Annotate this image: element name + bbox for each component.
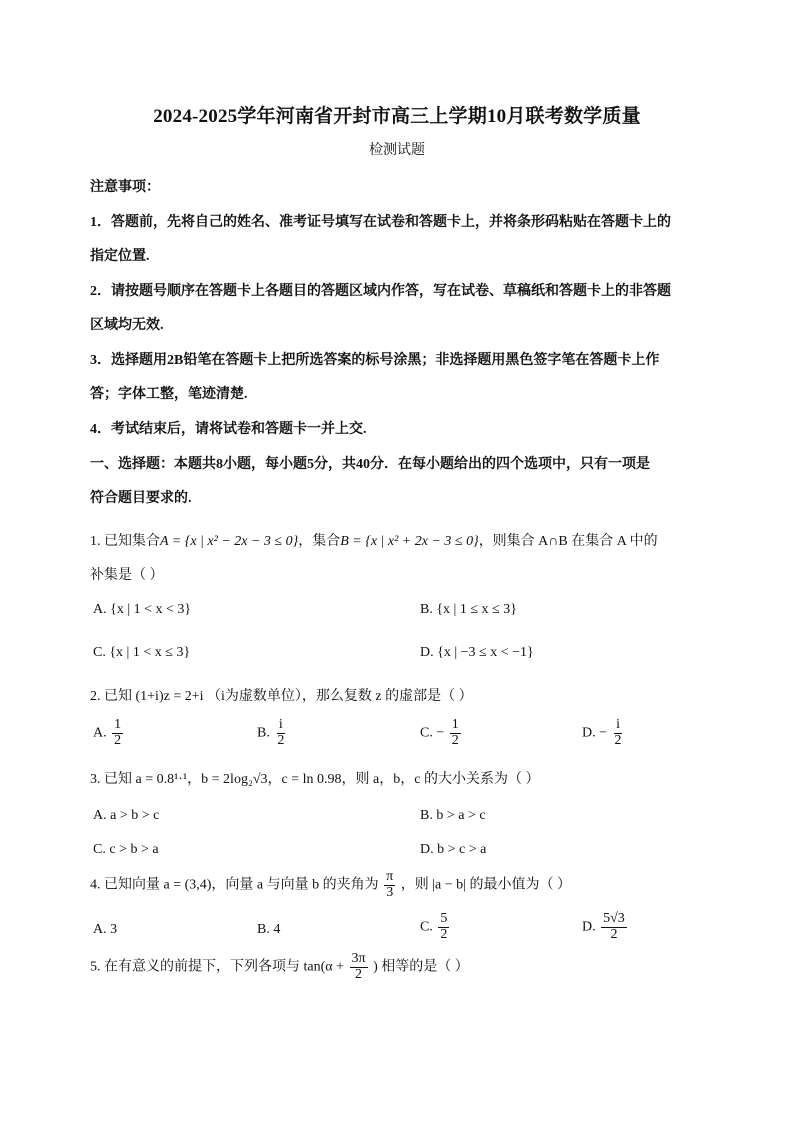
question-4-option-c: [420, 912, 451, 942]
section-1-heading-line-1: 一、选择题：本题共8小题，每小题5分，共40分．在每小题给出的四个选项中，只有一项是: [90, 457, 650, 472]
question-1-option-b: B. {x | 1 ≤ x ≤ 3}: [420, 602, 517, 617]
option-label: C.: [420, 919, 433, 935]
denominator: 2: [355, 966, 363, 982]
question-2-option-d: [582, 718, 626, 748]
option-label: C. −: [420, 725, 445, 741]
numerator: 5√3: [603, 911, 625, 926]
option-label: D.: [582, 919, 596, 935]
notice-item-1-line-2: 指定位置.: [90, 249, 150, 264]
fraction: [613, 718, 624, 748]
numerator: 1: [114, 717, 122, 732]
question-2-option-a: [93, 718, 125, 748]
numerator: i: [616, 717, 620, 732]
denominator: 3: [386, 884, 394, 900]
option-label: A.: [93, 725, 107, 741]
question-4-option-d: [582, 912, 629, 942]
question-3-stem: 3. 已知 a = 0.8¹·¹，b = 2log₂√3，c = ln 0.98，则 a，b，c 的大小关系为（ ）: [90, 772, 540, 787]
question-1-option-c: C. {x | 1 < x ≤ 3}: [93, 645, 191, 660]
numerator: π: [386, 869, 394, 884]
denominator: 2: [610, 926, 618, 942]
question-4-stem-pre: 4. 已知向量 a = (3,4)，向量 a 与向量 b 的夹角为: [90, 877, 379, 893]
fraction: [438, 912, 449, 942]
question-2-option-c: [420, 718, 463, 748]
option-label: D. −: [582, 725, 608, 741]
denominator: 2: [451, 732, 459, 748]
question-3-option-b: B. b > a > c: [420, 808, 486, 823]
denominator: 2: [277, 732, 285, 748]
question-5-stem: [90, 952, 469, 982]
fraction: [275, 718, 286, 748]
notice-item-1-line-1: 1．答题前，先将自己的姓名、准考证号填写在试卷和答题卡上，并将条形码粘贴在答题卡上的: [90, 215, 671, 230]
question-1-set-a: A = {x | x² − 2x − 3 ≤ 0}: [160, 534, 299, 549]
question-3-option-d: D. b > c > a: [420, 842, 487, 857]
question-1-mid: ，集合: [298, 534, 341, 549]
question-1-option-d: D. {x | −3 ≤ x < −1}: [420, 645, 534, 660]
fraction: [112, 718, 123, 748]
section-1-heading-line-2: 符合题目要求的.: [90, 491, 192, 506]
fraction: [350, 952, 368, 982]
question-1-stem: [90, 530, 658, 550]
numerator: 5: [440, 911, 448, 926]
question-4-stem: [90, 870, 571, 900]
notice-item-4: 4．考试结束后，请将试卷和答题卡一并上交.: [90, 422, 367, 437]
notice-item-2-line-1: 2．请按题号顺序在答题卡上各题目的答题区域内作答，写在试卷、草稿纸和答题卡上的非答题: [90, 284, 671, 299]
numerator: i: [278, 717, 283, 732]
question-5-stem-post: ) 相等的是（ ）: [373, 959, 469, 975]
denominator: 2: [614, 732, 622, 748]
fraction: [601, 912, 627, 942]
question-2-option-b: [257, 718, 288, 748]
angle-fraction: [384, 870, 395, 900]
notice-item-3-line-2: 答；字体工整，笔迹清楚.: [90, 387, 248, 402]
question-3-option-c: C. c > b > a: [93, 842, 159, 857]
fraction: [450, 718, 461, 748]
notice-item-2-line-2: 区域均无效.: [90, 318, 164, 333]
denominator: 2: [440, 926, 448, 942]
option-label: B.: [257, 725, 270, 741]
denominator: 2: [114, 732, 122, 748]
question-1-option-a: A. {x | 1 < x < 3}: [93, 602, 192, 617]
numerator: 3π: [351, 951, 366, 966]
question-4-option-b: B. 4: [257, 922, 281, 937]
question-4-stem-post: ，则 |a − b| 的最小值为（ ）: [400, 877, 571, 893]
question-5-stem-pre: 5. 在有意义的前提下，下列各项与 tan(α +: [90, 959, 344, 975]
document-subtitle: 检测试题: [369, 143, 425, 158]
question-1-set-b: B = {x | x² + 2x − 3 ≤ 0}: [340, 534, 479, 549]
question-1-prefix: 1. 已知集合: [90, 534, 160, 549]
numerator: 1: [451, 717, 459, 732]
question-1-stem-line-2: 补集是（ ）: [90, 568, 164, 583]
question-4-option-a: A. 3: [93, 922, 118, 937]
question-2-stem: 2. 已知 (1+i)z = 2+i （i为虚数单位），那么复数 z 的虚部是（ ）: [90, 689, 473, 704]
notice-heading: 注意事项：: [90, 180, 160, 195]
notice-item-3-line-1: 3．选择题用2B铅笔在答题卡上把所选答案的标号涂黑；非选择题用黑色签字笔在答题卡上作: [90, 353, 660, 368]
document-title: 2024-2025学年河南省开封市高三上学期10月联考数学质量: [153, 106, 641, 127]
question-1-suffix: ，则集合 A∩B 在集合 A 中的: [478, 534, 658, 549]
question-3-option-a: A. a > b > c: [93, 808, 160, 823]
